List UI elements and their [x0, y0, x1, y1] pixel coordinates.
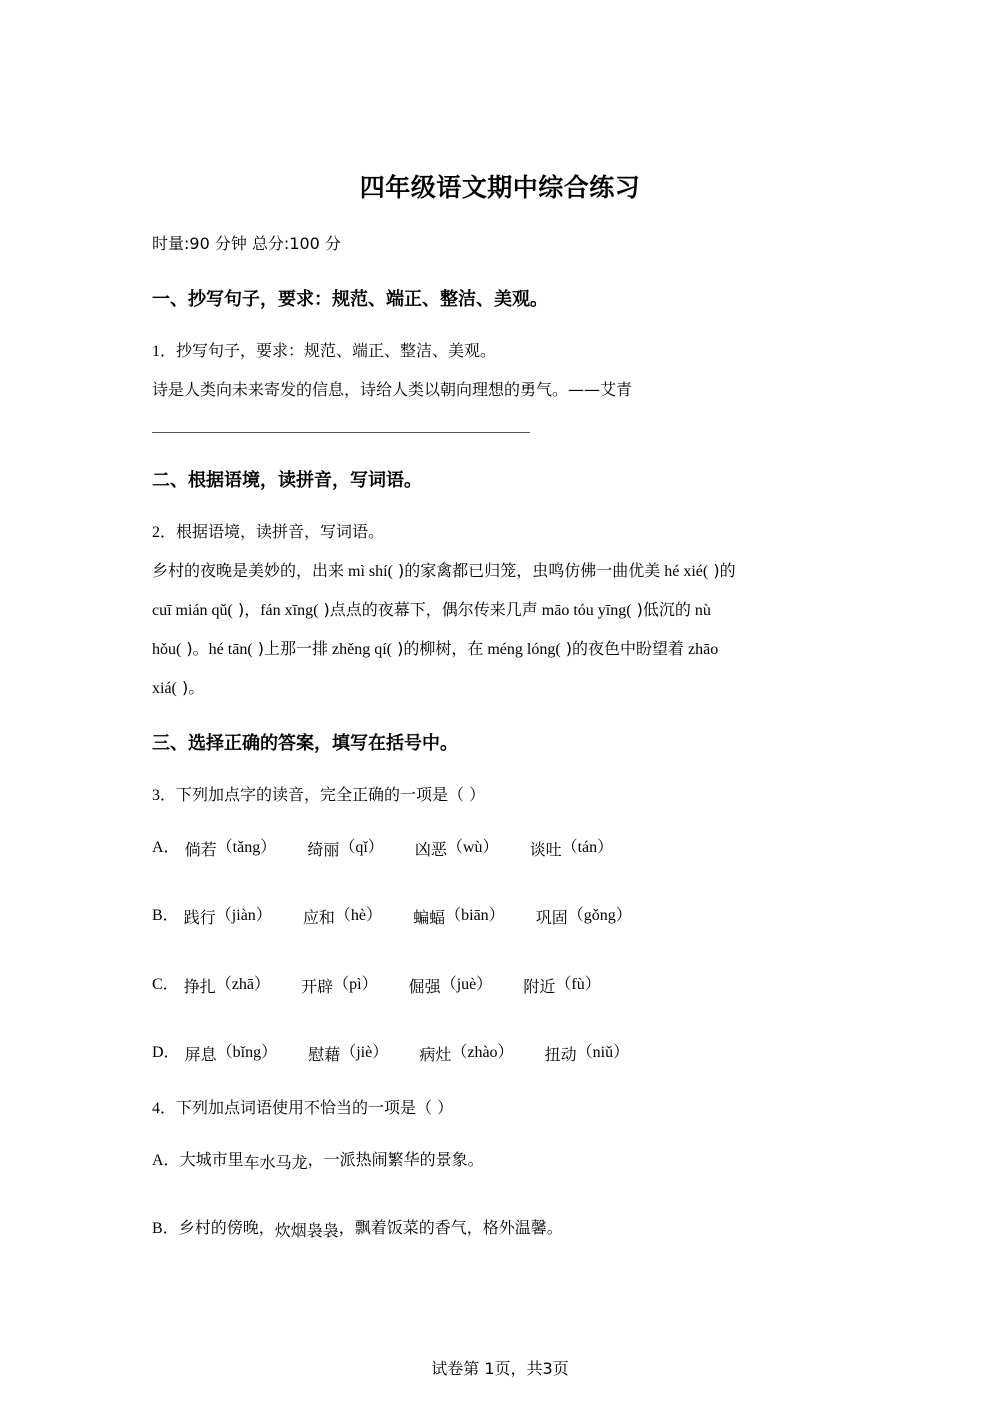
question-4	[152, 1095, 453, 1118]
pinyin: （juè）	[440, 976, 493, 993]
paragraph-line-3	[152, 636, 718, 659]
option-label: D．	[152, 1044, 180, 1061]
option-3a[interactable]	[152, 834, 639, 857]
word: 挣扎	[183, 977, 216, 996]
text: )。	[181, 639, 209, 658]
text: )，	[232, 600, 261, 619]
pinyin: （jiàn）	[215, 907, 272, 924]
section-2-heading: 二、根据语境，读拼音，写词语。	[152, 470, 422, 491]
question-2-number: 2．	[152, 524, 177, 541]
dotted-word: 车水马龙	[243, 1153, 308, 1172]
option-label: A．	[152, 1152, 180, 1169]
text: )低沉的	[631, 600, 691, 619]
paragraph-line-2	[152, 597, 711, 620]
word: 扭动	[544, 1045, 577, 1064]
option-3d[interactable]	[152, 1039, 655, 1062]
pinyin: （bǐng）	[216, 1044, 278, 1061]
page-footer: 试卷第 1页，共3页	[431, 1359, 569, 1378]
word: 开辟	[301, 977, 334, 996]
text: )的	[708, 561, 736, 580]
text: ，飘着饭菜的香气，格外温馨。	[338, 1218, 563, 1237]
text: 乡村的傍晚，	[178, 1218, 275, 1237]
pinyin: （zhào）	[451, 1044, 514, 1061]
option-label: C．	[152, 976, 179, 993]
page-title: 四年级语文期中综合练习	[359, 173, 641, 202]
word: 蝙蝠	[413, 908, 446, 927]
text: )。	[176, 678, 205, 697]
paragraph-line-1	[152, 558, 736, 581]
word: 屏息	[184, 1045, 217, 1064]
text: )的柳树，在	[391, 639, 484, 658]
word: 谈吐	[529, 840, 562, 859]
question-4-text: 下列加点词语使用不恰当的一项是（ ）	[176, 1098, 454, 1117]
pinyin: （zhā）	[215, 976, 271, 993]
word: 凶恶	[414, 840, 447, 859]
pinyin: （qǐ）	[339, 839, 384, 856]
pinyin: （niǔ）	[576, 1044, 630, 1061]
section-3-heading: 三、选择正确的答案，填写在括号中。	[152, 733, 458, 754]
pinyin: （wù）	[446, 839, 499, 856]
question-2-text: 根据语境，读拼音，写词语。	[176, 522, 385, 541]
word: 倘若	[184, 840, 217, 859]
text: 大城市里	[179, 1150, 244, 1169]
dotted-word: 炊烟袅袅	[274, 1221, 339, 1240]
text: )的家禽都已归笼，虫鸣仿佛一曲优美	[392, 561, 661, 580]
question-4-number: 4．	[152, 1100, 177, 1117]
pinyin: māo tóu yīng(	[537, 602, 632, 619]
pinyin: zhěng qí(	[328, 641, 392, 658]
word: 应和	[302, 908, 335, 927]
section-1-heading: 一、抄写句子，要求：规范、端正、整洁、美观。	[152, 289, 548, 310]
pinyin: hé tān(	[208, 641, 253, 658]
pinyin: （gǒng）	[567, 907, 632, 924]
option-3c[interactable]	[152, 971, 627, 994]
pinyin: méng lóng(	[483, 641, 561, 658]
answer-line[interactable]	[152, 432, 530, 433]
option-label: B．	[152, 907, 179, 924]
pinyin: zhāo	[684, 641, 719, 658]
pinyin: （biān）	[445, 907, 505, 924]
pinyin: （jiè）	[340, 1044, 389, 1061]
pinyin: （fù）	[555, 976, 601, 993]
pinyin: mì shí(	[344, 563, 393, 580]
word: 病灶	[419, 1045, 452, 1064]
pinyin: hé xié(	[660, 563, 709, 580]
option-label: B．	[152, 1220, 179, 1237]
pinyin: （tǎng）	[216, 839, 277, 856]
word: 巩固	[535, 908, 568, 927]
question-3	[152, 782, 485, 805]
text: )的夜色中盼望着	[560, 639, 684, 658]
question-3-text: 下列加点字的读音，完全正确的一项是（ ）	[176, 785, 486, 804]
text: 乡村的夜晚是美妙的，出来	[152, 561, 345, 580]
text: )点点的夜幕下，偶尔传来几声	[318, 600, 538, 619]
question-1-number: 1．	[152, 343, 177, 360]
pinyin: （pì）	[333, 976, 378, 993]
text: ，一派热闹繁华的景象。	[307, 1150, 484, 1169]
option-4b[interactable]	[152, 1215, 563, 1238]
question-1	[152, 338, 496, 361]
exam-meta: 时量:90 分钟 总分:100 分	[152, 234, 341, 253]
copy-sentence: 诗是人类向未来寄发的信息，诗给人类以朝向理想的勇气。——艾青	[152, 380, 633, 399]
pinyin: fán xīng(	[260, 602, 319, 619]
pinyin: cuī mián qǔ(	[152, 602, 233, 619]
option-label: A．	[152, 839, 180, 856]
question-3-number: 3．	[152, 787, 177, 804]
question-2	[152, 519, 384, 542]
pinyin: xiá(	[152, 680, 177, 697]
pinyin: hǒu(	[152, 641, 182, 658]
word: 倔强	[408, 977, 441, 996]
word: 绮丽	[307, 840, 340, 859]
pinyin: （tán）	[561, 839, 614, 856]
option-3b[interactable]	[152, 902, 658, 925]
pinyin: nù	[690, 602, 711, 619]
option-4a[interactable]	[152, 1147, 484, 1170]
pinyin: （hè）	[334, 907, 383, 924]
paragraph-line-4	[152, 675, 204, 698]
word: 践行	[183, 908, 216, 927]
text: )上那一排	[252, 639, 328, 658]
word: 慰藉	[308, 1045, 341, 1064]
question-1-text: 抄写句子，要求：规范、端正、整洁、美观。	[176, 341, 497, 360]
word: 附近	[523, 977, 556, 996]
